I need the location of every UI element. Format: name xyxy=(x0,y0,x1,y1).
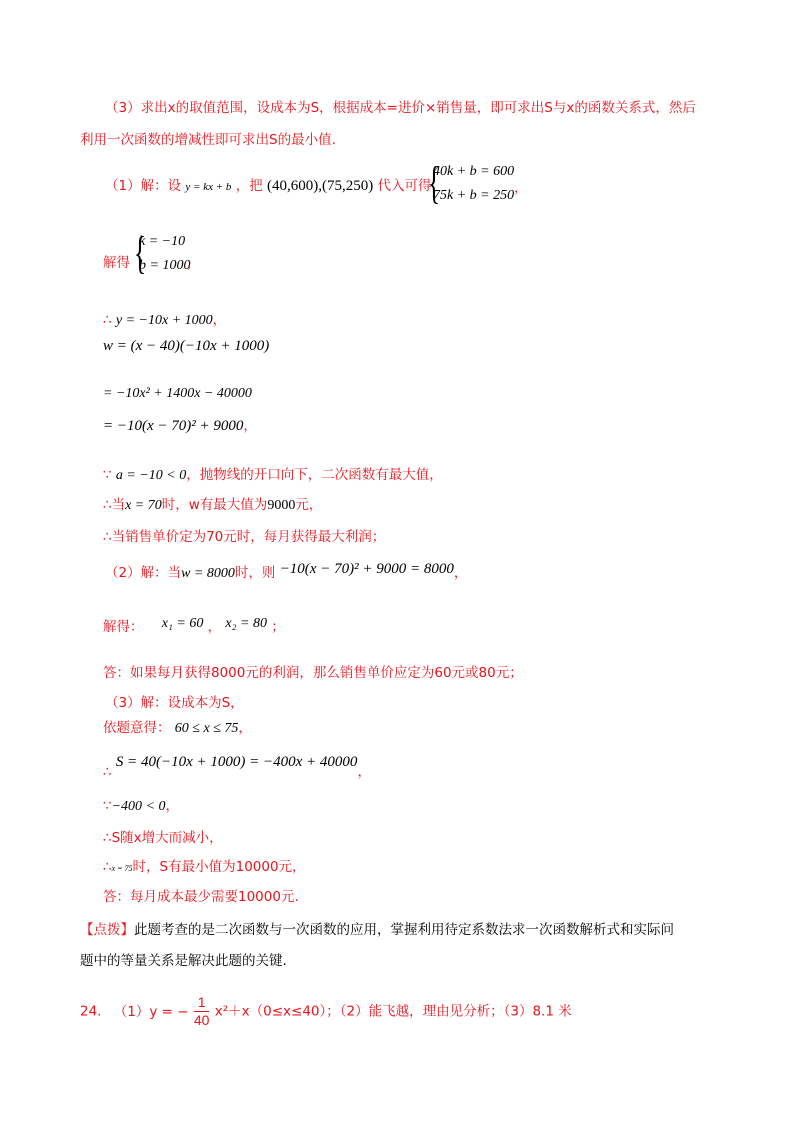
when-pre: ∴当 xyxy=(103,497,126,513)
solved-x-line xyxy=(103,616,285,637)
system-eq-1: 40k + b = 600 xyxy=(433,164,515,179)
because-symbol: ∵ xyxy=(103,467,112,483)
a-text: ，抛物线的开口向下，二次函数有最大值， xyxy=(186,467,443,483)
s-equation: S = 40(−10x + 1000) = −400x + 40000 xyxy=(115,754,358,770)
when-end: 元， xyxy=(295,497,323,513)
sol2-equation: −10(x − 70)² + 9000 = 8000 xyxy=(279,561,454,577)
max-value: 9000 xyxy=(267,498,296,513)
x1-value: x₁ = 60 xyxy=(161,616,204,631)
therefore-symbol: ∴ xyxy=(103,312,112,328)
neg-end: ， xyxy=(165,798,179,814)
range-label: 依题意得： xyxy=(103,720,171,736)
solved-end: ； xyxy=(271,619,285,635)
max-value-line xyxy=(103,497,322,515)
sol2-end: ， xyxy=(453,565,468,581)
answer-3: 答：每月成本最少需要10000元. xyxy=(103,889,299,905)
because-symbol: ∵ xyxy=(103,798,112,814)
solution-3-intro: （3）解：设成本为S， xyxy=(105,695,244,711)
when-mid: 时，w有最大值为 xyxy=(161,497,268,513)
w-vertex-form xyxy=(103,417,257,435)
system-eq-2: 75k + b = 250 xyxy=(433,188,515,203)
w-equation-text: w = (x − 40)(−10x + 1000) xyxy=(103,338,270,354)
range-end: ， xyxy=(238,720,252,736)
tip-line-2: 题中的等量关系是解决此题的关键. xyxy=(80,953,287,969)
vertex-end: ， xyxy=(243,418,257,434)
q24-rest: x²＋x（0≤x≤40）；（2）能飞越，理由见分析；（3）8.1 米 xyxy=(214,1003,572,1020)
solve-label: 解得 xyxy=(103,255,130,271)
y-equation-line xyxy=(103,312,226,330)
solved-label: 解得： xyxy=(103,619,144,635)
min-line xyxy=(103,859,306,875)
min-mid: 时，S有最小值为10000元， xyxy=(132,859,306,875)
intro-line-1: （3）求出x的取值范围，设成本为S，根据成本=进价×销售量，即可求出S与x的函数关系式，然后 xyxy=(105,100,696,116)
q24-number: 24. xyxy=(80,1003,102,1020)
w-expanded-text: = −10x² + 1400x − 40000 xyxy=(103,386,252,401)
points: (40,600),(75,250) xyxy=(266,178,374,194)
fraction-numerator: 1 xyxy=(197,994,206,1010)
fraction-denominator: 40 xyxy=(193,1012,210,1028)
tip-text-1: 此题考查的是二次函数与一次函数的应用，掌握利用待定系数法求一次函数解析式和实际问 xyxy=(134,922,674,938)
neg-value: −400 < 0 xyxy=(111,799,166,814)
sol1-end: ， xyxy=(514,180,528,196)
w-expanded xyxy=(103,385,252,403)
sol1-mid2: 代入可得 xyxy=(377,178,432,194)
s-end: ， xyxy=(357,764,371,780)
intro-line-2: 利用一次函数的增减性即可求出S的最小值. xyxy=(80,132,336,148)
system-equations xyxy=(425,157,515,208)
y-end: ， xyxy=(212,312,227,328)
answer-2: 答：如果每月获得8000元的利润，那么销售单价应定为60元或80元； xyxy=(103,665,523,681)
a-condition: a = −10 < 0 xyxy=(115,468,187,483)
solve-end: ； xyxy=(186,256,200,272)
therefore-symbol: ∴ xyxy=(103,764,112,780)
range-line xyxy=(103,720,252,738)
linear-form: y = kx + b xyxy=(185,181,232,193)
k-value: k = −10 xyxy=(139,234,186,249)
sol2-mid: 时，则 xyxy=(234,565,276,581)
sol2-prefix: （2）解：当 xyxy=(105,565,182,581)
a-condition-line xyxy=(103,467,443,485)
sol1-mid1: ，把 xyxy=(235,178,263,194)
solution-k-b xyxy=(131,227,191,278)
tip-label: 【点拨】 xyxy=(80,922,134,938)
y-equation: y = −10x + 1000 xyxy=(115,313,213,328)
brace-icon: { xyxy=(427,157,441,208)
decrease-line: ∴S随x增大而减小， xyxy=(103,830,223,846)
fraction xyxy=(194,994,210,1029)
x-70: x = 70 xyxy=(125,498,162,513)
q24-part1: （1）y = − xyxy=(113,1003,189,1020)
min-pre: ∴ xyxy=(103,859,112,875)
question-24 xyxy=(80,994,572,1029)
solution-1-setup xyxy=(105,177,432,195)
b-value: b = 1000 xyxy=(139,258,191,273)
solution-2-line xyxy=(105,561,468,583)
sol1-prefix: （1）解：设 xyxy=(105,178,182,194)
w-equation xyxy=(103,337,269,355)
conclusion-1: ∴当销售单价定为70元时，每月获得最大利润； xyxy=(103,529,386,545)
brace-icon: { xyxy=(133,227,147,278)
x-sep: ， xyxy=(207,619,222,635)
s-equation-line xyxy=(103,753,371,780)
x-75: x = 75 xyxy=(111,864,133,873)
w-vertex-text: = −10(x − 70)² + 9000 xyxy=(103,418,244,434)
range-value: 60 ≤ x ≤ 75 xyxy=(174,721,239,736)
tip-line-1 xyxy=(80,922,674,938)
w-8000: w = 8000 xyxy=(181,566,235,581)
x2-value: x₂ = 80 xyxy=(225,616,267,631)
neg-line xyxy=(103,798,179,816)
